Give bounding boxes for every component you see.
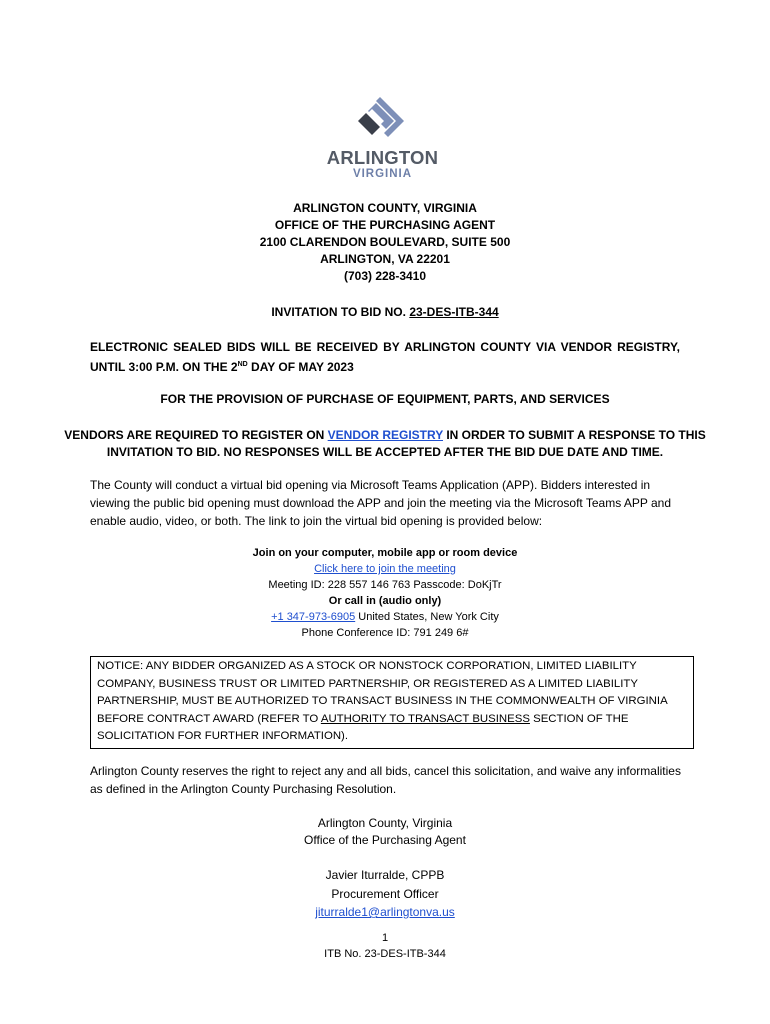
provision-heading: FOR THE PROVISION OF PURCHASE OF EQUIPMENT, PARTS, AND SERVICES xyxy=(160,392,610,406)
register-text: VENDORS ARE REQUIRED TO REGISTER ON xyxy=(64,428,328,442)
notice-text-end: SECTION OF THE SOLICITATION FOR FURTHER INFORMATION). xyxy=(97,712,629,742)
page-number: 1 xyxy=(381,932,389,944)
itb-heading xyxy=(60,305,710,319)
sealed-text-end: DAY OF MAY 2023 xyxy=(247,360,354,374)
signature-title: Procurement Officer xyxy=(331,886,439,901)
arlington-logo xyxy=(320,97,445,189)
register-text-end: IN ORDER TO SUBMIT A RESPONSE TO THIS INVITATION TO BID. NO RESPONSES WILL BE ACCEPTED AFTER THE BID DUE DATE AND TIME. xyxy=(106,428,706,459)
vendor-registry-link[interactable]: VENDOR REGISTRY xyxy=(327,428,444,442)
address-phone: (703) 228-3410 xyxy=(343,269,427,283)
address-line: 2100 CLARENDON BOULEVARD, SUITE 500 xyxy=(259,235,511,249)
authority-section-link[interactable]: AUTHORITY TO TRANSACT BUSINESS xyxy=(320,712,530,725)
page-footer xyxy=(60,930,710,962)
agency-address xyxy=(60,200,710,285)
phone-location: United States, New York City xyxy=(355,611,499,623)
authority-notice-box xyxy=(90,656,694,749)
sealed-bids-notice xyxy=(90,339,680,376)
meeting-details xyxy=(60,545,710,641)
itb-number: 23-DES-ITB-344 xyxy=(409,305,499,319)
signature-contact xyxy=(60,866,710,922)
address-line: OFFICE OF THE PURCHASING AGENT xyxy=(274,218,496,232)
sealed-text: ELECTRONIC SEALED BIDS WILL BE RECEIVED BY ARLINGTON COUNTY VIA VENDOR REGISTRY, UNTIL 3:00 P.M. ON THE 2 xyxy=(90,340,680,374)
vendor-registration-notice xyxy=(60,427,710,461)
meeting-id: Meeting ID: 228 557 146 763 Passcode: DoKjTr xyxy=(268,579,502,591)
phone-number-link[interactable]: +1 347-973-6905 xyxy=(271,611,356,623)
signature-org-line: Office of the Purchasing Agent xyxy=(304,833,466,847)
arlington-logo-mark-icon xyxy=(358,97,408,143)
itb-prefix: INVITATION TO BID NO. xyxy=(271,305,410,319)
signature-name: Javier Iturralde, CPPB xyxy=(325,868,445,882)
signature-org xyxy=(60,815,710,849)
signature-org-line: Arlington County, Virginia xyxy=(317,816,453,830)
join-heading: Join on your computer, mobile app or room device xyxy=(252,547,518,559)
reservation-paragraph: Arlington County reserves the right to reject any and all bids, cancel this solicitation, and waive any informalities as defined in the Arlington County Purchasing Resolution. xyxy=(90,764,681,796)
virtual-opening-paragraph: The County will conduct a virtual bid opening via Microsoft Teams Application (APP). Bidders interested in viewing the public bid opening must download the APP and join the meeting via the Microsoft Teams APP and enable audio, video, or both. The link to join the virtual bid opening is provided below: xyxy=(90,478,672,528)
footer-doc-id: ITB No. 23-DES-ITB-344 xyxy=(324,948,446,960)
address-line: ARLINGTON, VA 22201 xyxy=(320,252,450,266)
conference-id: Phone Conference ID: 791 249 6# xyxy=(301,627,469,639)
logo-subtitle: VIRGINIA xyxy=(352,168,413,180)
logo-name: ARLINGTON xyxy=(326,147,439,168)
email-link[interactable]: jiturralde1@arlingtonva.us xyxy=(315,905,455,919)
notice-text: NOTICE: ANY BIDDER ORGANIZED AS A STOCK OR NONSTOCK CORPORATION, LIMITED LIABILITY COMPANY, BUSINESS TRUST OR LIMITED PARTNERSHIP, OR REGISTERED AS A LIMITED LIABILITY PARTNERSHIP, MUST BE AUTHORIZED TO TRANSACT BUSINESS IN THE COMMONWEALTH OF VIRGINIA BEFORE CONTRACT AWARD (REFER TO xyxy=(97,660,668,725)
address-line: ARLINGTON COUNTY, VIRGINIA xyxy=(293,201,477,215)
sealed-ordinal: ND xyxy=(237,361,248,368)
join-meeting-link[interactable]: Click here to join the meeting xyxy=(314,563,456,575)
call-in-heading: Or call in (audio only) xyxy=(328,595,442,607)
